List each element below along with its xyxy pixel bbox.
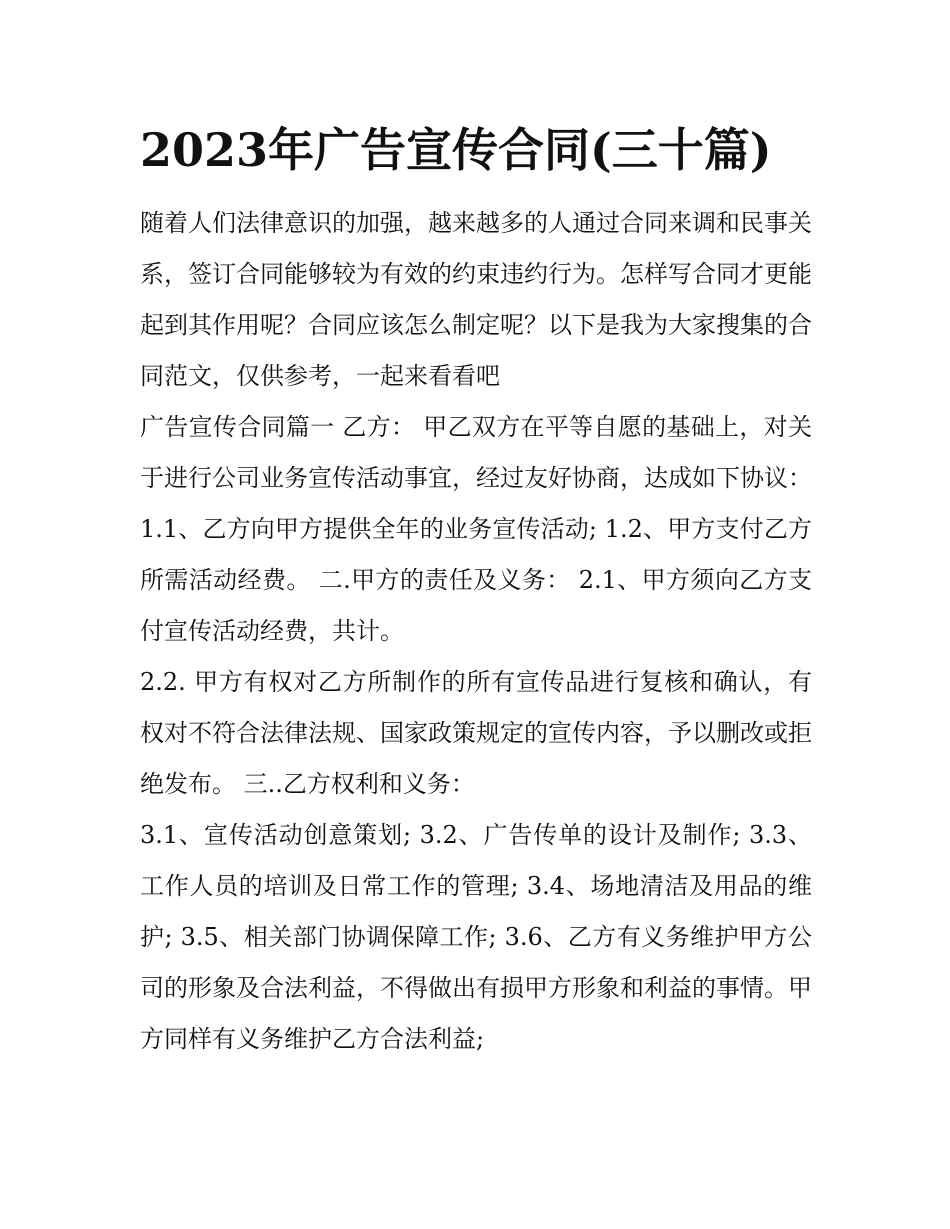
document-title: 2023年广告宣传合同(三十篇) — [140, 123, 772, 177]
paragraph-clause-1: 1.1、乙方向甲方提供全年的业务宣传活动; 1.2、甲方支付乙方所需活动经费。 二.甲方的责任及义务： 2.1、甲方须向乙方支付宣传活动经费，共计。 — [140, 515, 812, 645]
paragraph-clause-2: 2.2. 甲方有权对乙方所制作的所有宣传品进行复核和确认，有权对不符合法律法规、国家政策规定的宣传内容，予以删改或拒绝发布。 三..乙方权利和义务： — [140, 668, 812, 798]
paragraph-contract-opening: 广告宣传合同篇一 乙方： 甲乙双方在平等自愿的基础上，对关于进行公司业务宣传活动事宜，经过友好协商，达成如下协议： — [140, 413, 812, 492]
document-body — [140, 118, 812, 1065]
paragraph-clause-3: 3.1、宣传活动创意策划; 3.2、广告传单的设计及制作; 3.3、工作人员的培训及日常工作的管理; 3.4、场地清洁及用品的维护; 3.5、相关部门协调保障工作; 3.6、乙方有义务维护甲方公司的形象及合法利益，不得做出有损甲方形象和利益的事情。甲方同样有义务维护乙方合法利益; — [140, 821, 812, 1053]
paragraph-intro: 随着人们法律意识的加强，越来越多的人通过合同来调和民事关系，签订合同能够较为有效的约束违约行为。怎样写合同才更能起到其作用呢？合同应该怎么制定呢？以下是我为大家搜集的合同范文，仅供参考，一起来看看吧 — [140, 209, 812, 390]
